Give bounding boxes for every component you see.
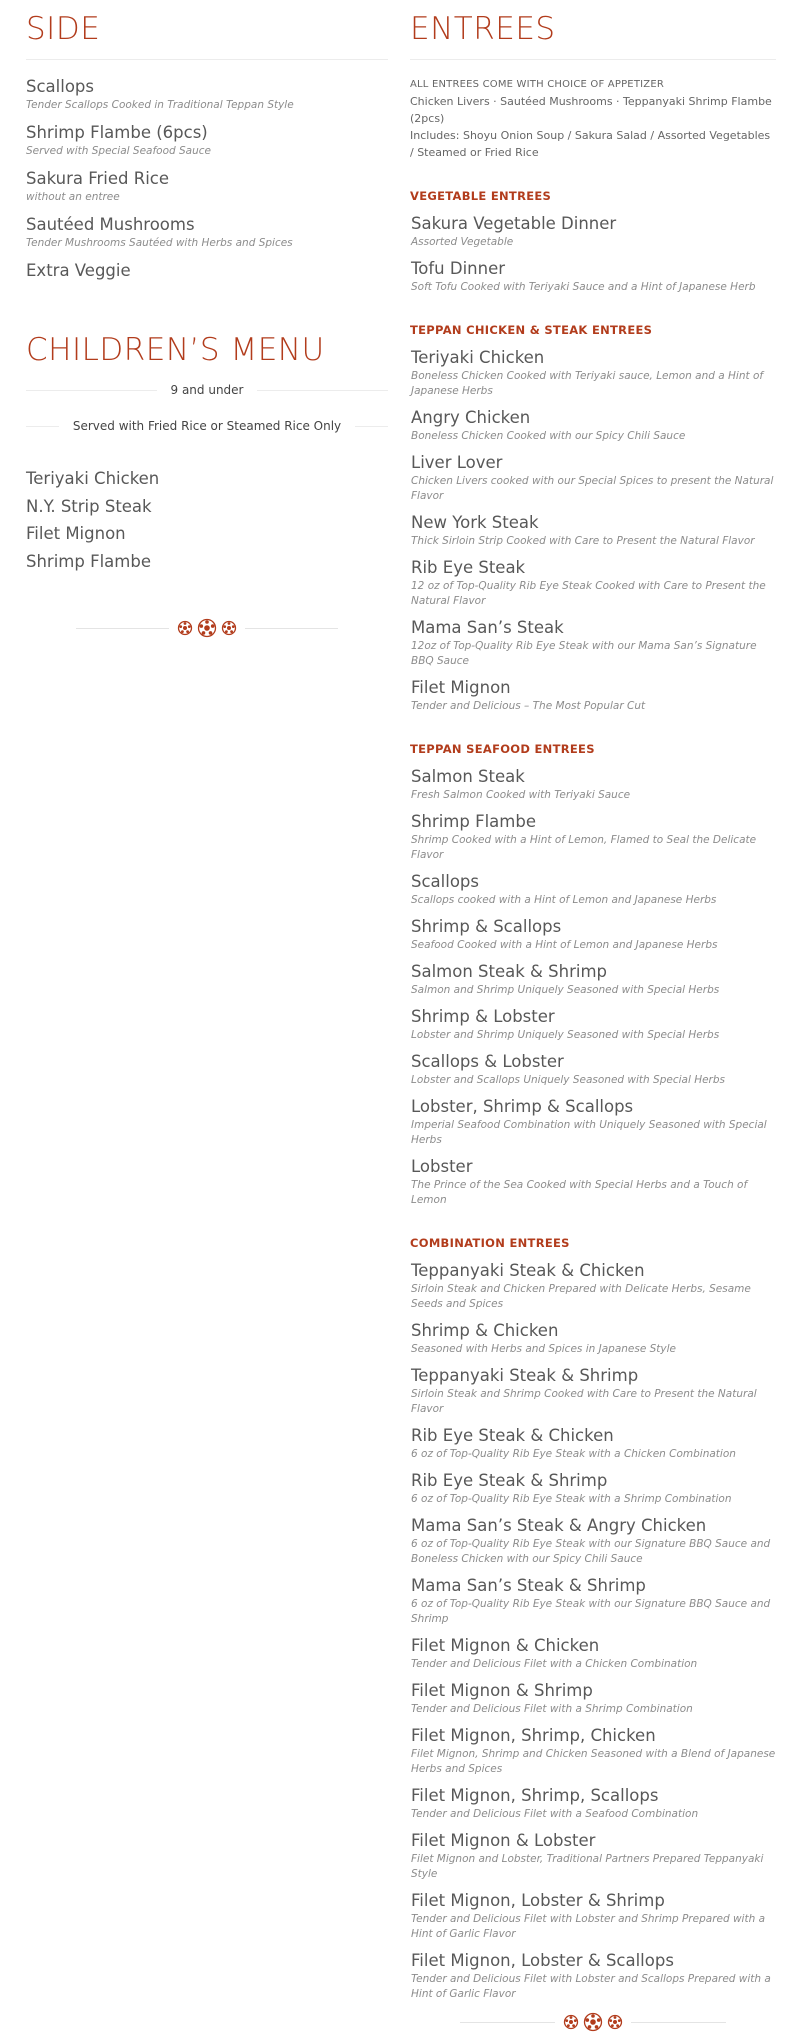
menu-item-name: Lobster, Shrimp & Scallops (411, 1097, 634, 1116)
menu-item (410, 1950, 776, 2002)
menu-item (410, 1680, 776, 1717)
menu-item-name: Filet Mignon & Chicken (411, 1636, 600, 1655)
entree-section (410, 189, 776, 295)
menu-item-name: Filet Mignon & Lobster (411, 1831, 596, 1850)
side-item (26, 214, 388, 251)
side-item-name: Sakura Fried Rice (26, 169, 170, 188)
menu-item-name: Shrimp & Lobster (411, 1007, 555, 1026)
menu-item-name: Shrimp Flambe (411, 812, 536, 831)
menu-item (410, 1006, 776, 1043)
menu-item-desc: 6 oz of Top-Quality Rib Eye Steak with a Chicken Combination (411, 1448, 736, 1460)
entree-sections (410, 189, 776, 2002)
menu-item-desc: Filet Mignon, Shrimp and Chicken Seasoned with a Blend of Japanese Herbs and Spices (411, 1748, 776, 1775)
section-heading: TEPPAN SEAFOOD ENTREES (410, 742, 595, 756)
menu-item (410, 1320, 776, 1357)
menu-item-name: Shrimp & Chicken (411, 1321, 559, 1340)
childrens-item: Shrimp Flambe (26, 551, 151, 571)
section-heading: TEPPAN CHICKEN & STEAK ENTREES (410, 323, 653, 337)
menu-item-desc: The Prince of the Sea Cooked with Special Herbs and a Touch of Lemon (411, 1179, 748, 1206)
menu-item-desc: Filet Mignon and Lobster, Traditional Partners Prepared Teppanyaki Style (411, 1853, 764, 1880)
menu-item-desc: Lobster and Shrimp Uniquely Seasoned with Special Herbs (411, 1029, 720, 1041)
menu-item-name: Teriyaki Chicken (411, 348, 545, 367)
menu-item (410, 677, 776, 714)
intro-appetizer-note: ALL ENTREES COME WITH CHOICE OF APPETIZER (410, 79, 665, 90)
side-item-desc: Tender Scallops Cooked in Traditional Teppan Style (26, 99, 294, 111)
menu-item-desc: Tender and Delicious – The Most Popular Cut (411, 700, 646, 712)
menu-item (410, 961, 776, 998)
menu-item (410, 871, 776, 908)
menu-item-desc: Scallops cooked with a Hint of Lemon and Japanese Herbs (411, 894, 717, 906)
menu-item-desc: Lobster and Scallops Uniquely Seasoned with Special Herbs (411, 1074, 726, 1086)
menu-item-name: Teppanyaki Steak & Shrimp (411, 1366, 639, 1385)
entrees-intro (410, 76, 776, 161)
menu-item (410, 1515, 776, 1567)
menu-item-name: Teppanyaki Steak & Chicken (411, 1261, 645, 1280)
entree-section (410, 323, 776, 714)
age-note: 9 and under (157, 383, 258, 397)
menu-item (410, 213, 776, 250)
side-title-rule (26, 59, 388, 60)
menu-item (410, 258, 776, 295)
side-list (26, 76, 388, 282)
menu-item (410, 512, 776, 549)
menu-item-desc: Boneless Chicken Cooked with Teriyaki sauce, Lemon and a Hint of Japanese Herbs (411, 370, 764, 397)
childrens-list (26, 468, 388, 573)
menu-item-name: Filet Mignon (411, 678, 511, 697)
menu-item (410, 1470, 776, 1507)
menu-item-desc: Assorted Vegetable (411, 236, 514, 248)
menu-item-desc: Salmon and Shrimp Uniquely Seasoned with Special Herbs (411, 984, 720, 996)
side-item (26, 76, 388, 113)
menu-item-name: Filet Mignon, Shrimp, Chicken (411, 1726, 656, 1745)
menu-item-desc: Sirloin Steak and Chicken Prepared with Delicate Herbs, Sesame Seeds and Spices (411, 1283, 751, 1310)
menu-item (410, 1725, 776, 1777)
side-item-name: Shrimp Flambe (6pcs) (26, 123, 208, 142)
menu-item-name: Mama San’s Steak & Angry Chicken (411, 1516, 707, 1535)
childrens-item: N.Y. Strip Steak (26, 496, 152, 516)
menu-item (410, 617, 776, 669)
menu-item-name: Scallops (411, 872, 479, 891)
right-ornament-divider (410, 2012, 776, 2032)
menu-item-name: Filet Mignon, Lobster & Shrimp (411, 1891, 665, 1910)
menu-item (410, 557, 776, 609)
intro-includes: Includes: Shoyu Onion Soup / Sakura Salad / Assorted Vegetables / Steamed or Fried Rice (410, 129, 771, 159)
menu-item-desc: Chicken Livers cooked with our Special Spices to present the Natural Flavor (411, 475, 774, 502)
childrens-item: Filet Mignon (26, 524, 126, 543)
rice-note: Served with Fried Rice or Steamed Rice Only (59, 419, 355, 433)
entree-section (410, 742, 776, 1208)
menu-item (410, 1051, 776, 1088)
menu-item-name: Rib Eye Steak (411, 558, 526, 577)
menu-item-desc: 6 oz of Top-Quality Rib Eye Steak with a Shrimp Combination (411, 1493, 732, 1505)
menu-item (410, 811, 776, 863)
menu-item-desc: Tender and Delicious Filet with a Shrimp Combination (411, 1703, 693, 1715)
menu-item-name: New York Steak (411, 513, 539, 532)
menu-item-desc: Shrimp Cooked with a Hint of Lemon, Flamed to Seal the Delicate Flavor (411, 834, 757, 861)
side-item-desc: Served with Special Seafood Sauce (26, 145, 211, 157)
three-flower-ornament-icon (169, 618, 245, 638)
menu-item (410, 1575, 776, 1627)
menu-item (410, 452, 776, 504)
menu-item-desc: Imperial Seafood Combination with Uniquely Seasoned with Special Herbs (411, 1119, 767, 1146)
menu-item-desc: Boneless Chicken Cooked with our Spicy Chili Sauce (411, 430, 686, 442)
menu-item-name: Liver Lover (411, 453, 503, 472)
menu-item-desc: Tender and Delicious Filet with a Chicken Combination (411, 1658, 698, 1670)
entree-section (410, 1236, 776, 2002)
entrees-title-rule (410, 59, 776, 60)
menu-item (410, 1425, 776, 1462)
menu-item-desc: Fresh Salmon Cooked with Teriyaki Sauce (411, 789, 631, 801)
side-item-name: Scallops (26, 77, 94, 96)
menu-item-desc: Soft Tofu Cooked with Teriyaki Sauce and a Hint of Japanese Herb (411, 281, 756, 293)
three-flower-ornament-icon (555, 2012, 631, 2032)
side-item-name: Extra Veggie (26, 261, 131, 280)
menu-item-desc: Thick Sirloin Strip Cooked with Care to Present the Natural Flavor (411, 535, 755, 547)
menu-item-desc: Seasoned with Herbs and Spices in Japanese Style (411, 1343, 677, 1355)
menu-item-desc: 6 oz of Top-Quality Rib Eye Steak with our Signature BBQ Sauce and Boneless Chicken with our Spicy Chili Sauce (411, 1538, 771, 1565)
left-ornament-divider (26, 618, 388, 638)
intro-appetizer-choices: Chicken Livers · Sautéed Mushrooms · Teppanyaki Shrimp Flambe (2pcs) (410, 95, 772, 125)
menu-item-desc: Tender and Delicious Filet with Lobster and Scallops Prepared with a Hint of Garlic Flavor (411, 1973, 771, 2000)
menu-item (410, 916, 776, 953)
menu-item-desc: Tender and Delicious Filet with Lobster and Shrimp Prepared with a Hint of Garlic Flavor (411, 1913, 766, 1940)
side-item (26, 260, 388, 282)
side-item (26, 168, 388, 205)
menu-item (410, 1890, 776, 1942)
age-note-row (26, 378, 388, 402)
menu-item (410, 1156, 776, 1208)
menu-item (410, 766, 776, 803)
menu-item-desc: Tender and Delicious Filet with a Seafood Combination (411, 1808, 699, 1820)
menu-item-name: Mama San’s Steak (411, 618, 564, 637)
left-column (26, 0, 388, 638)
menu-item (410, 1260, 776, 1312)
menu-item-name: Sakura Vegetable Dinner (411, 214, 617, 233)
menu-item-name: Angry Chicken (411, 408, 531, 427)
menu-item-name: Salmon Steak & Shrimp (411, 962, 608, 981)
right-column (410, 0, 776, 2032)
menu-item (410, 1785, 776, 1822)
menu-item-name: Filet Mignon, Lobster & Scallops (411, 1951, 674, 1970)
menu-item-name: Shrimp & Scallops (411, 917, 562, 936)
menu-item-name: Rib Eye Steak & Chicken (411, 1426, 614, 1445)
menu-item-desc: Sirloin Steak and Shrimp Cooked with Care to Present the Natural Flavor (411, 1388, 757, 1415)
menu-item-name: Filet Mignon & Shrimp (411, 1681, 593, 1700)
side-title: SIDE (26, 11, 101, 47)
side-item-name: Sautéed Mushrooms (26, 215, 195, 234)
menu-item (410, 1096, 776, 1148)
childrens-item: Teriyaki Chicken (26, 469, 160, 488)
section-heading: VEGETABLE ENTREES (410, 189, 552, 203)
menu-item (410, 347, 776, 399)
menu-item (410, 407, 776, 444)
menu-item (410, 1365, 776, 1417)
menu-item-name: Mama San’s Steak & Shrimp (411, 1576, 646, 1595)
menu-item-desc: 6 oz of Top-Quality Rib Eye Steak with our Signature BBQ Sauce and Shrimp (411, 1598, 771, 1625)
side-item-desc: Tender Mushrooms Sautéed with Herbs and Spices (26, 237, 293, 249)
rice-note-row (26, 414, 388, 438)
menu-item-name: Tofu Dinner (411, 259, 506, 278)
menu-item-name: Rib Eye Steak & Shrimp (411, 1471, 608, 1490)
menu-item (410, 1635, 776, 1672)
menu-item-desc: 12oz of Top-Quality Rib Eye Steak with our Mama San’s Signature BBQ Sauce (411, 640, 757, 667)
menu-item-name: Scallops & Lobster (411, 1052, 564, 1071)
menu-item-name: Filet Mignon, Shrimp, Scallops (411, 1786, 659, 1805)
menu-item-name: Lobster (411, 1157, 473, 1176)
childrens-menu-title: CHILDREN’S MENU (26, 332, 325, 368)
entrees-title: ENTREES (410, 11, 556, 47)
menu-item-name: Salmon Steak (411, 767, 525, 786)
section-heading: COMBINATION ENTREES (410, 1236, 570, 1250)
menu-item (410, 1830, 776, 1882)
menu-item-desc: 12 oz of Top-Quality Rib Eye Steak Cooked with Care to Present the Natural Flavor (411, 580, 766, 607)
menu-item-desc: Seafood Cooked with a Hint of Lemon and Japanese Herbs (411, 939, 718, 951)
side-item (26, 122, 388, 159)
side-item-desc: without an entree (26, 191, 120, 203)
